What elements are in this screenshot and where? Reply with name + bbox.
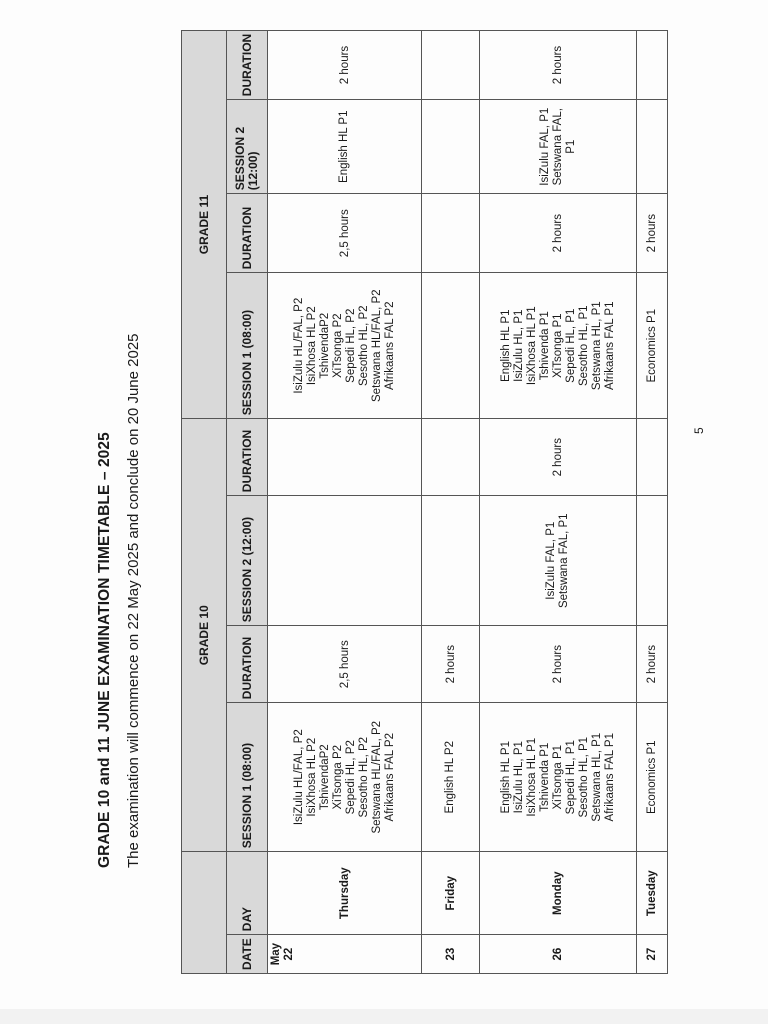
table-row	[480, 30, 637, 973]
cell-g11-session2	[637, 100, 668, 194]
header-blank	[182, 852, 227, 974]
page-subtitle: The examination will commence on 22 May 2025 and conclude on 20 June 2025	[125, 333, 142, 868]
col-g11-session1: SESSION 1 (08:00)	[227, 273, 268, 419]
cell-date: 23	[422, 935, 480, 974]
cell-g11-duration1: 2 hours	[480, 194, 637, 273]
cell-g11-session1	[422, 273, 480, 419]
cell-date: 26	[480, 935, 637, 974]
table-row	[637, 30, 668, 973]
col-g10-duration2: DURATION	[227, 419, 268, 496]
page-number: 5	[692, 427, 706, 434]
cell-g10-duration2	[422, 419, 480, 496]
cell-g11-session2: English HL P1	[268, 100, 422, 194]
cell-g11-duration2: 2 hours	[268, 30, 422, 99]
cell-g11-session1: English HL P1 IsiZulu HL, P1 IsiXhosa HL P1 Tshivenda P1 XiTsonga P1 Sepedi HL, P1 Sesotho HL, P1 Setswana HL, P1 Afrikaans FAL P1	[480, 273, 637, 419]
cell-g10-duration2: 2 hours	[480, 419, 637, 496]
cell-g11-session1: Economics P1	[637, 273, 668, 419]
cell-g11-session2: IsiZulu FAL, P1 Setswana FAL, P1	[480, 100, 637, 194]
table-row	[268, 30, 422, 973]
cell-g11-session1: IsiZulu HL/FAL, P2 IsiXhosa HL P2 TshivendaP2 XiTsonga P2 Sepedi HL, P2 Sesotho HL, P2 Setswana HL/FAL, P2 Afrikaans FAL P2	[268, 273, 422, 419]
cell-g11-duration2: 2 hours	[480, 30, 637, 99]
col-g11-duration2: DURATION	[227, 30, 268, 99]
cell-g10-session1: English HL P1 IsiZulu HL, P1 IsiXhosa HL P1 Tshivenda P1 XiTsonga P1 Sepedi HL, P1 Sesotho HL, P1 Setswana HL, P1 Afrikaans FAL P1	[480, 703, 637, 852]
cell-g10-session2	[268, 496, 422, 626]
scan-edge	[0, 1009, 768, 1024]
col-g10-duration1: DURATION	[227, 626, 268, 703]
page-title: GRADE 10 and 11 JUNE EXAMINATION TIMETABLE – 2025	[96, 432, 113, 868]
col-date: DATE	[227, 935, 268, 974]
cell-g10-duration1: 2 hours	[637, 626, 668, 703]
cell-day: Friday	[422, 852, 480, 935]
cell-g10-duration1: 2,5 hours	[268, 626, 422, 703]
column-header-row	[227, 30, 268, 973]
cell-g10-session2: IsiZulu FAL, P1 Setswana FAL, P1	[480, 496, 637, 626]
col-g11-duration1: DURATION	[227, 194, 268, 273]
cell-g10-session1: English HL P2	[422, 703, 480, 852]
cell-g10-duration1: 2 hours	[480, 626, 637, 703]
cell-g11-duration1	[422, 194, 480, 273]
table-row	[422, 30, 480, 973]
col-day: DAY	[227, 852, 268, 935]
cell-g11-duration1: 2 hours	[637, 194, 668, 273]
col-g10-session1: SESSION 1 (08:00)	[227, 703, 268, 852]
cell-g11-duration2	[422, 30, 480, 99]
cell-g10-session2	[422, 496, 480, 626]
cell-g10-session1: IsiZulu HL/FAL, P2 IsiXhosa HL P2 TshivendaP2 XiTsonga P2 Sepedi HL, P2 Sesotho HL, P2 Setswana HL/FAL, P2 Afrikaans FAL P2	[268, 703, 422, 852]
cell-g11-session2	[422, 100, 480, 194]
cell-day: Thursday	[268, 852, 422, 935]
cell-g10-session1: Economics P1	[637, 703, 668, 852]
cell-g11-duration1: 2,5 hours	[268, 194, 422, 273]
cell-g10-session2	[637, 496, 668, 626]
grade10-header: GRADE 10	[182, 419, 227, 852]
cell-g10-duration1: 2 hours	[422, 626, 480, 703]
cell-g10-duration2	[637, 419, 668, 496]
grade-header-row	[182, 30, 227, 973]
col-g11-session2: SESSION 2 (12:00)	[227, 100, 268, 194]
cell-date: 27	[637, 935, 668, 974]
col-g10-session2: SESSION 2 (12:00)	[227, 496, 268, 626]
cell-day: Tuesday	[637, 852, 668, 935]
exam-timetable	[181, 30, 668, 974]
cell-date: May 22	[268, 935, 422, 974]
cell-g10-duration2	[268, 419, 422, 496]
cell-g11-duration2	[637, 30, 668, 99]
grade11-header: GRADE 11	[182, 30, 227, 418]
cell-day: Monday	[480, 852, 637, 935]
